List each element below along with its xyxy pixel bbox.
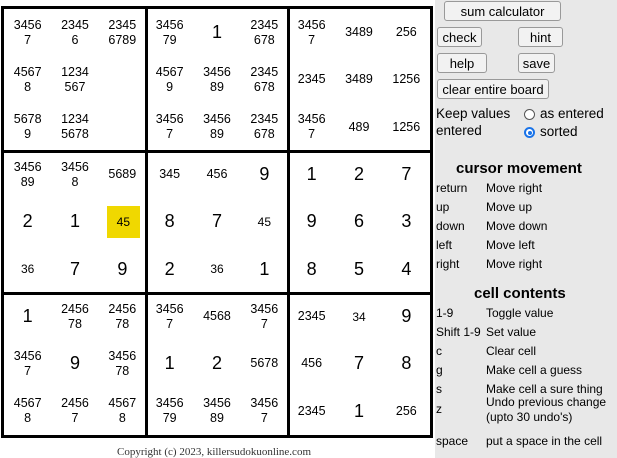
cell-contents-key: s	[436, 382, 442, 396]
sudoku-cell[interactable]	[241, 57, 287, 103]
sudoku-cell[interactable]	[107, 206, 140, 237]
cell-value: 1	[259, 258, 270, 279]
save-button[interactable]: save	[518, 53, 555, 73]
sudoku-board	[1, 6, 433, 438]
sudoku-cell[interactable]	[383, 294, 429, 340]
cell-value: 3	[401, 211, 412, 232]
cell-value: 3456 7	[250, 301, 279, 331]
cell-contents-key: c	[436, 344, 442, 358]
cell-value: 1234 567	[61, 64, 89, 94]
cell-value: 8	[306, 258, 317, 279]
cell-value: 34	[352, 309, 366, 324]
cell-contents-desc: Clear cell	[486, 344, 537, 358]
sudoku-cell[interactable]	[289, 10, 335, 56]
help-button[interactable]: help	[437, 53, 487, 73]
sudoku-cell[interactable]	[99, 104, 145, 150]
sudoku-cell[interactable]	[5, 246, 51, 292]
cell-value: 9	[117, 258, 128, 279]
cursor-movement-desc: Move down	[486, 219, 548, 233]
sudoku-cell[interactable]	[5, 341, 51, 387]
cell-value: 2345 678	[250, 64, 279, 94]
sudoku-cell[interactable]	[194, 388, 240, 434]
cell-contents-desc: put a space in the cell	[486, 434, 603, 448]
cell-contents-desc: Set value	[486, 325, 537, 339]
sudoku-cell[interactable]	[147, 388, 193, 434]
cell-value: 4	[401, 258, 412, 279]
sudoku-cell[interactable]	[194, 294, 240, 340]
cursor-movement-heading: cursor movement	[456, 160, 582, 177]
sudoku-cell[interactable]	[52, 294, 98, 340]
cell-value: 1	[69, 211, 80, 232]
cursor-movement-key: return	[436, 181, 468, 195]
keep-values-label-2: entered	[436, 123, 482, 138]
sudoku-cell[interactable]	[336, 152, 382, 198]
cell-value: 36	[20, 262, 35, 277]
sudoku-cell[interactable]	[336, 104, 382, 150]
cell-value: 1	[353, 400, 364, 421]
sudoku-cell[interactable]	[52, 199, 98, 245]
cell-value: 4567 8	[13, 64, 42, 94]
sudoku-cell[interactable]	[241, 199, 287, 245]
cell-value: 2	[353, 164, 364, 185]
sudoku-cell[interactable]	[52, 341, 98, 387]
cell-value: 456	[206, 167, 228, 182]
sudoku-cell[interactable]	[289, 388, 335, 434]
cell-value: 2	[164, 258, 175, 279]
cell-value: 2345 678	[250, 112, 279, 142]
keep-values-label: Keep values	[436, 106, 511, 121]
sudoku-cell[interactable]	[336, 341, 382, 387]
cell-value: 4568	[203, 309, 231, 324]
cell-value: 489	[348, 119, 370, 134]
sudoku-cell[interactable]	[52, 152, 98, 198]
sudoku-cell[interactable]	[336, 388, 382, 434]
sudoku-cell[interactable]	[194, 341, 240, 387]
check-button[interactable]: check	[437, 27, 482, 47]
sudoku-cell[interactable]	[241, 388, 287, 434]
sudoku-cell[interactable]	[5, 10, 51, 56]
cell-value: 3456 89	[203, 64, 231, 94]
cell-contents-key: g	[436, 363, 443, 377]
cell-value: 3456 7	[155, 301, 184, 331]
cell-value: 5678	[250, 356, 279, 371]
sudoku-cell[interactable]	[147, 10, 193, 56]
sudoku-cell[interactable]	[383, 104, 429, 150]
cell-value: 2456 7	[61, 396, 89, 426]
copyright-footer: Copyright (c) 2023, killersudokuonline.com	[117, 446, 311, 458]
sudoku-cell[interactable]	[99, 294, 145, 340]
cell-value: 3456 89	[13, 159, 42, 189]
sudoku-cell[interactable]	[52, 57, 98, 103]
box-divider	[4, 150, 430, 153]
hint-button[interactable]: hint	[518, 27, 563, 47]
cell-value: 2456 78	[108, 301, 137, 331]
sudoku-cell[interactable]	[5, 294, 51, 340]
cell-value: 4567 8	[13, 396, 42, 426]
sudoku-cell[interactable]	[289, 341, 335, 387]
sudoku-cell[interactable]	[241, 152, 287, 198]
cell-value: 2345	[297, 403, 326, 418]
cursor-movement-key: left	[436, 238, 453, 252]
cell-value: 2456 78	[61, 301, 89, 331]
sudoku-cell[interactable]	[336, 294, 382, 340]
cell-value: 3456 89	[203, 396, 231, 426]
cell-value: 45	[257, 214, 271, 229]
cell-value: 2	[22, 211, 33, 232]
box-divider	[287, 9, 290, 435]
cell-value: 9	[259, 164, 270, 185]
sudoku-cell[interactable]	[147, 199, 193, 245]
cell-contents-key: 1-9	[436, 306, 454, 320]
cell-value: 345	[159, 167, 181, 182]
cell-value: 2345 6789	[108, 17, 137, 47]
sudoku-cell[interactable]	[241, 341, 287, 387]
cell-value: 2	[211, 353, 222, 374]
cell-value: 456	[301, 356, 323, 371]
cell-value: 3456 89	[203, 112, 231, 142]
sudoku-cell[interactable]	[99, 388, 145, 434]
sudoku-cell[interactable]	[289, 294, 335, 340]
sudoku-cell[interactable]	[241, 104, 287, 150]
sudoku-cell[interactable]	[289, 246, 335, 292]
sudoku-cell[interactable]	[147, 341, 193, 387]
sudoku-cell[interactable]	[336, 57, 382, 103]
cell-value: 2345	[297, 309, 326, 324]
sudoku-cell[interactable]	[147, 294, 193, 340]
sudoku-cell[interactable]	[289, 152, 335, 198]
sudoku-cell[interactable]	[289, 199, 335, 245]
cell-value: 1256	[392, 72, 421, 87]
box-divider	[4, 292, 430, 295]
cell-value: 1234 5678	[61, 112, 89, 142]
sudoku-cell[interactable]	[194, 152, 240, 198]
cell-value: 9	[306, 211, 317, 232]
cell-contents-key: space	[436, 434, 469, 448]
cell-value: 8	[164, 211, 175, 232]
cursor-movement-desc: Move up	[486, 200, 533, 214]
sudoku-cell[interactable]	[336, 246, 382, 292]
cell-value: 1	[164, 353, 175, 374]
clear-board-button[interactable]: clear entire board	[437, 79, 549, 99]
sudoku-cell[interactable]	[147, 152, 193, 198]
sudoku-cell[interactable]	[289, 104, 335, 150]
cell-value: 7	[401, 164, 412, 185]
cell-value: 1	[211, 22, 222, 43]
cursor-movement-key: right	[436, 257, 460, 271]
sudoku-cell[interactable]	[5, 57, 51, 103]
cell-value: 3456 79	[155, 396, 184, 426]
sudoku-cell[interactable]	[5, 388, 51, 434]
cell-contents-desc: Undo previous change (upto 30 undo's)	[486, 395, 607, 424]
cell-value: 3456 7	[13, 348, 42, 378]
sudoku-cell[interactable]	[194, 57, 240, 103]
sudoku-cell[interactable]	[52, 10, 98, 56]
sudoku-cell[interactable]	[194, 10, 240, 56]
cell-value: 3456 78	[108, 348, 137, 378]
cell-value: 7	[211, 211, 222, 232]
sudoku-cell[interactable]	[194, 199, 240, 245]
cell-value: 3489	[345, 25, 373, 40]
cell-contents-desc: Toggle value	[486, 306, 554, 320]
cell-value: 3489	[345, 72, 373, 87]
cell-value: 6	[353, 211, 364, 232]
sorted-radio[interactable]	[524, 127, 535, 138]
cell-value: 5689	[108, 167, 137, 182]
sudoku-cell[interactable]	[383, 199, 429, 245]
sudoku-cell[interactable]	[147, 246, 193, 292]
sudoku-cell[interactable]	[289, 57, 335, 103]
cell-value: 2345	[297, 72, 326, 87]
sudoku-cell[interactable]	[147, 57, 193, 103]
cell-value: 3456 7	[155, 112, 184, 142]
sudoku-cell[interactable]	[241, 294, 287, 340]
cell-value: 3456 7	[297, 112, 326, 142]
sudoku-cell[interactable]	[99, 10, 145, 56]
cell-value: 5	[353, 258, 364, 279]
sudoku-cell[interactable]	[52, 104, 98, 150]
sudoku-cell[interactable]	[5, 104, 51, 150]
cursor-movement-desc: Move left	[486, 238, 535, 252]
cell-value: 1	[306, 164, 317, 185]
cell-value: 3456 7	[13, 17, 42, 47]
sudoku-cell[interactable]	[194, 104, 240, 150]
sudoku-cell[interactable]	[336, 199, 382, 245]
sudoku-cell[interactable]	[5, 199, 51, 245]
cell-contents-key: z	[436, 402, 442, 416]
sudoku-cell[interactable]	[383, 152, 429, 198]
cell-value: 3456 8	[61, 159, 89, 189]
sudoku-cell[interactable]	[99, 57, 145, 103]
cell-value: 256	[395, 25, 417, 40]
cell-contents-desc: Make cell a sure thing	[486, 382, 603, 396]
box-divider	[145, 9, 148, 435]
cell-value: 4567 9	[155, 64, 184, 94]
sudoku-cell[interactable]	[383, 10, 429, 56]
cell-value: 1256	[392, 119, 421, 134]
cell-value: 9	[69, 353, 80, 374]
sudoku-cell[interactable]	[241, 10, 287, 56]
cell-value: 45	[116, 214, 130, 229]
cursor-movement-desc: Move right	[486, 257, 543, 271]
sudoku-cell[interactable]	[99, 341, 145, 387]
cell-value: 3456 7	[297, 17, 326, 47]
sum-calculator-button[interactable]: sum calculator	[444, 1, 561, 21]
cell-value: 7	[353, 353, 364, 374]
cursor-movement-key: up	[436, 200, 450, 214]
sudoku-cell[interactable]	[52, 246, 98, 292]
cell-value: 2345 678	[250, 17, 279, 47]
sudoku-cell[interactable]	[241, 246, 287, 292]
cell-value: 3456 79	[155, 17, 184, 47]
cell-value: 7	[69, 258, 80, 279]
sudoku-cell[interactable]	[383, 388, 429, 434]
sudoku-cell[interactable]	[383, 57, 429, 103]
sudoku-cell[interactable]	[383, 246, 429, 292]
cell-value: 36	[210, 262, 224, 277]
cell-contents-heading: cell contents	[474, 285, 566, 302]
cell-value: 9	[401, 306, 412, 327]
cell-value: 3456 7	[250, 396, 279, 426]
sudoku-cell[interactable]	[194, 246, 240, 292]
sudoku-cell[interactable]	[5, 152, 51, 198]
as-entered-label: as entered	[540, 106, 604, 121]
cell-value: 256	[395, 403, 417, 418]
cell-value: 5678 9	[13, 112, 42, 142]
cell-value: 2345 6	[61, 17, 89, 47]
cursor-movement-desc: Move right	[486, 181, 543, 195]
cell-contents-key: Shift 1-9	[436, 325, 481, 339]
control-panel	[435, 0, 617, 458]
as-entered-radio[interactable]	[524, 109, 535, 120]
sorted-label: sorted	[540, 124, 578, 139]
cell-value: 4567 8	[108, 396, 137, 426]
sudoku-cell[interactable]	[383, 341, 429, 387]
sudoku-cell[interactable]	[99, 152, 145, 198]
cell-contents-desc: Make cell a guess	[486, 363, 583, 377]
cell-value: 1	[22, 306, 33, 327]
sudoku-cell[interactable]	[99, 246, 145, 292]
sudoku-cell[interactable]	[147, 104, 193, 150]
sudoku-cell[interactable]	[52, 388, 98, 434]
sudoku-cell[interactable]	[336, 10, 382, 56]
cursor-movement-key: down	[436, 219, 465, 233]
cell-value: 8	[401, 353, 412, 374]
